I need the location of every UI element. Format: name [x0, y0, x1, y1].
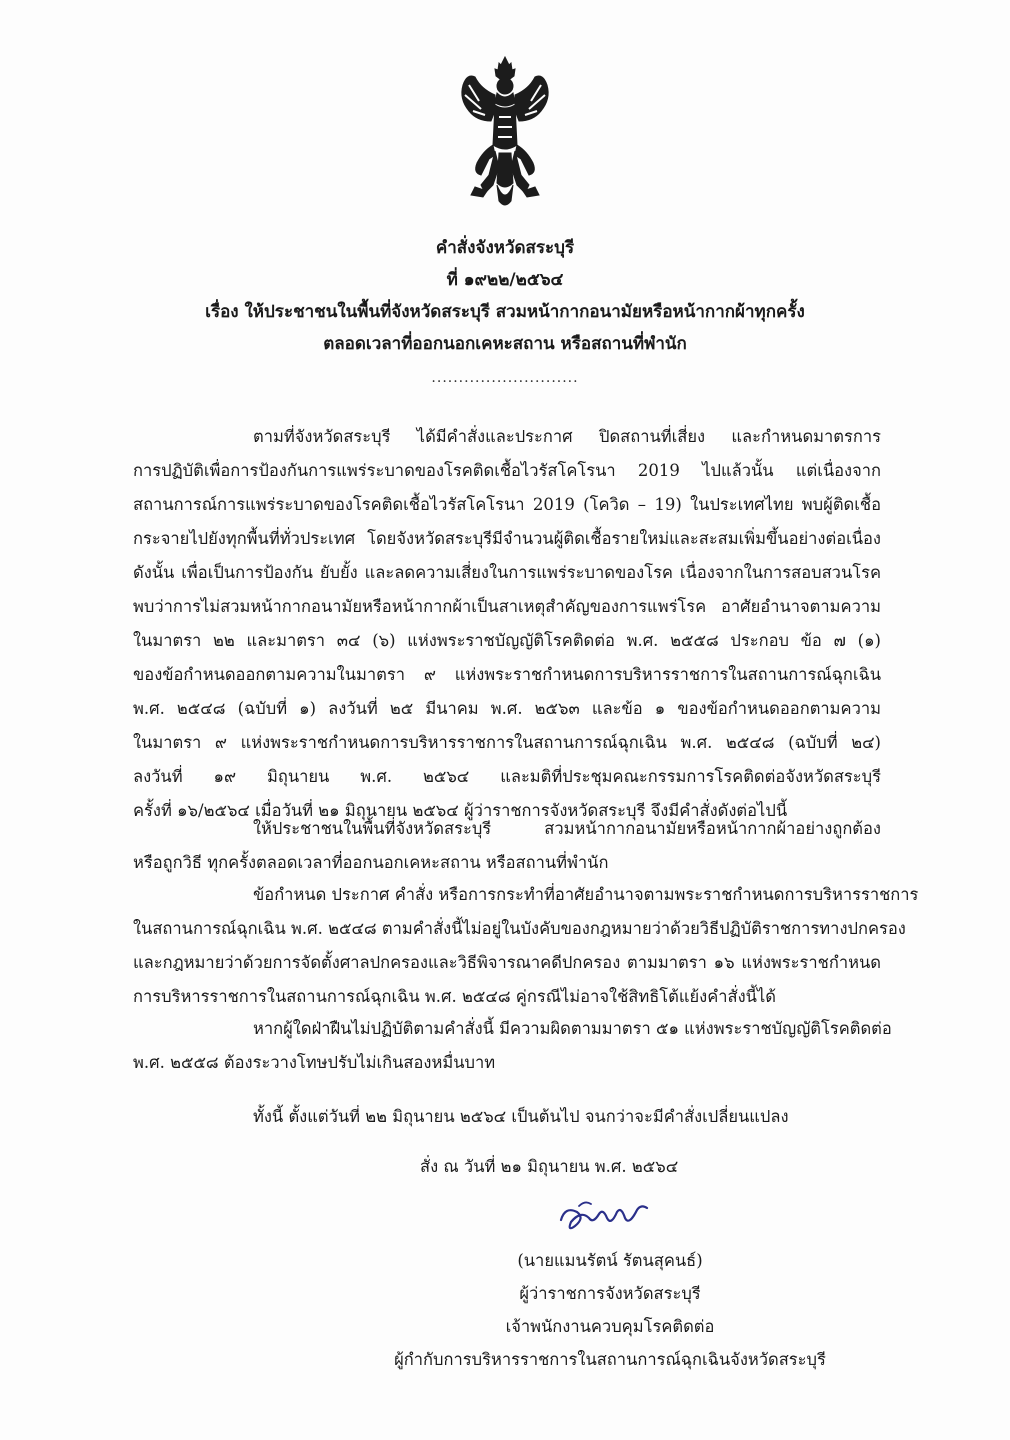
subject-line-2: ตลอดเวลาที่ออกนอกเคหะสถาน หรือสถานที่พำนัก	[323, 334, 687, 354]
text-line: หรือถูกวิธี ทุกครั้งตลอดเวลาที่ออกนอกเคหะสถาน หรือสถานที่พำนัก	[133, 853, 609, 872]
text-line: ครั้งที่ ๑๖/๒๕๖๔ เมื่อวันที่ ๒๑ มิถุนายน ๒๕๖๔ ผู้ว่าราชการจังหวัดสระบุรี จึงมีคำสั่งดังต่อไปนี้	[133, 801, 788, 820]
text-line: พ.ศ. ๒๕๕๘ ต้องระวางโทษปรับไม่เกินสองหมื่นบาท	[133, 1053, 496, 1072]
text-line: ในมาตรา ๙ แห่งพระราชกำหนดการบริหารราชการในสถานการณ์ฉุกเฉิน พ.ศ. ๒๕๔๘ (ฉบับที่ ๒๔)	[133, 733, 881, 752]
text-line: ดังนั้น เพื่อเป็นการป้องกัน ยับยั้ง และลดความเสี่ยงในการแพร่ระบาดของโรค เนื่องจากในการสอบสวนโรค	[133, 563, 881, 582]
signatory-position-2: เจ้าพนักงานควบคุมโรคติดต่อ	[505, 1317, 715, 1336]
text-line: การบริหารราชการในสถานการณ์ฉุกเฉิน พ.ศ. ๒๕๔๘ คู่กรณีไม่อาจใช้สิทธิโต้แย้งคำสั่งนี้ได้	[133, 987, 776, 1006]
text-line: หากผู้ใดฝ่าฝืนไม่ปฏิบัติตามคำสั่งนี้ มีความผิดตามมาตรา ๕๑ แห่งพระราชบัญญัติโรคติดต่อ	[253, 1019, 892, 1038]
order-number: ที่ ๑๙๒๒/๒๕๖๔	[446, 270, 564, 290]
garuda-emblem-icon	[455, 55, 555, 210]
text-line: ในสถานการณ์ฉุกเฉิน พ.ศ. ๒๕๔๘ ตามคำสั่งนี้ไม่อยู่ในบังคับของกฎหมายว่าด้วยวิธีปฏิบัติราชการทางปกครอง	[133, 919, 906, 938]
text-line: ของข้อกำหนดออกตามความในมาตรา ๙ แห่งพระราชกำหนดการบริหารราชการในสถานการณ์ฉุกเฉิน	[133, 665, 881, 684]
text-line: การปฏิบัติเพื่อการป้องกันการแพร่ระบาดของโรคติดเชื้อไวรัสโคโรนา 2019 ไปแล้วนั้น แต่เนื่องจาก	[133, 461, 881, 480]
paragraph-3	[133, 878, 919, 1014]
signatory-position-1: ผู้ว่าราชการจังหวัดสระบุรี	[519, 1284, 701, 1303]
order-date: สั่ง ณ วันที่ ๒๑ มิถุนายน พ.ศ. ๒๕๖๔	[420, 1157, 679, 1176]
text-line: ทั้งนี้ ตั้งแต่วันที่ ๒๒ มิถุนายน ๒๕๖๔ เป็นต้นไป จนกว่าจะมีคำสั่งเปลี่ยนแปลง	[253, 1107, 789, 1126]
signatory-position-3: ผู้กำกับการบริหารราชการในสถานการณ์ฉุกเฉินจังหวัดสระบุรี	[394, 1350, 826, 1369]
text-line: ตามที่จังหวัดสระบุรี ได้มีคำสั่งและประกาศ ปิดสถานที่เสี่ยง และกำหนดมาตรการ	[253, 427, 881, 446]
handwritten-signature-icon	[555, 1192, 665, 1242]
text-line: และกฎหมายว่าด้วยการจัดตั้งศาลปกครองและวิธีพิจารณาคดีปกครอง ตามมาตรา ๑๖ แห่งพระราชกำหนด	[133, 953, 881, 972]
text-line: ในมาตรา ๒๒ และมาตรา ๓๔ (๖) แห่งพระราชบัญญัติโรคติดต่อ พ.ศ. ๒๕๕๘ ประกอบ ข้อ ๗ (๑)	[133, 631, 881, 650]
paragraph-5	[133, 1100, 881, 1134]
paragraph-1	[133, 420, 881, 828]
paragraph-2	[133, 812, 881, 880]
separator-dots: ...........................	[431, 370, 579, 386]
subject-line-1: เรื่อง ให้ประชาชนในพื้นที่จังหวัดสระบุรี สวมหน้ากากอนามัยหรือหน้ากากผ้าทุกครั้ง	[205, 302, 805, 322]
text-line: กระจายไปยังทุกพื้นที่ทั่วประเทศ โดยจังหวัดสระบุรีมีจำนวนผู้ติดเชื้อรายใหม่และสะสมเพิ่มขึ้นอย่างต่อเนื่อง	[133, 529, 881, 548]
text-line: พ.ศ. ๒๕๔๘ (ฉบับที่ ๑) ลงวันที่ ๒๕ มีนาคม พ.ศ. ๒๕๖๓ และข้อ ๑ ของข้อกำหนดออกตามความ	[133, 699, 881, 718]
text-line: พบว่าการไม่สวมหน้ากากอนามัยหรือหน้ากากผ้าเป็นสาเหตุสำคัญของการแพร่โรค อาศัยอำนาจตามความ	[133, 597, 881, 616]
text-line: สถานการณ์การแพร่ระบาดของโรคติดเชื้อไวรัสโคโรนา 2019 (โควิด – 19) ในประเทศไทย พบผู้ติดเชื้อ	[133, 495, 881, 514]
document-title-block	[0, 232, 1010, 360]
text-line: ลงวันที่ ๑๙ มิถุนายน พ.ศ. ๒๕๖๔ และมติที่ประชุมคณะกรรมการโรคติดต่อจังหวัดสระบุรี	[133, 767, 881, 786]
order-heading: คำสั่งจังหวัดสระบุรี	[435, 238, 575, 258]
signatory-block	[330, 1244, 890, 1376]
text-line: ข้อกำหนด ประกาศ คำสั่ง หรือการกระทำที่อาศัยอำนาจตามพระราชกำหนดการบริหารราชการ	[253, 885, 919, 904]
paragraph-4	[133, 1012, 892, 1080]
signatory-name: (นายแมนรัตน์ รัตนสุคนธ์)	[517, 1251, 703, 1270]
text-line: ให้ประชาชนในพื้นที่จังหวัดสระบุรี สวมหน้ากากอนามัยหรือหน้ากากผ้าอย่างถูกต้อง	[253, 819, 881, 838]
